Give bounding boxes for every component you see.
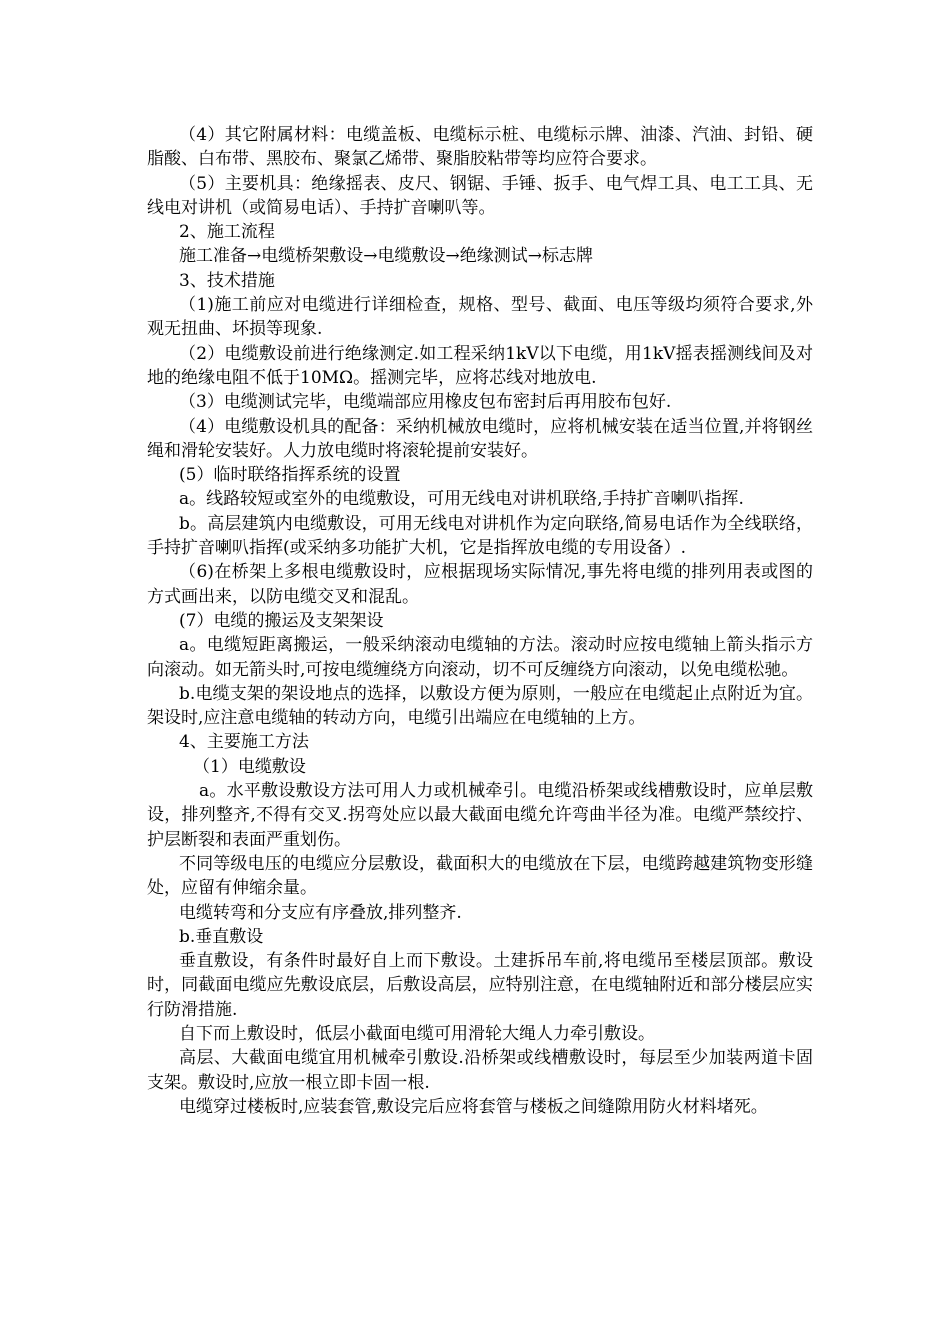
paragraph: b.电缆支架的架设地点的选择，以敷设方便为原则，一般应在电缆起止点附近为宜。架设时,应注意电缆轴的转动方向，电缆引出端应在电缆轴的上方。 [147, 683, 813, 729]
paragraph: 电缆穿过楼板时,应装套管,敷设完后应将套管与楼板之间缝隙用防火材料堵死。 [179, 1096, 768, 1117]
paragraph: a。水平敷设敷设方法可用人力或机械牵引。电缆沿桥架或线槽敷设时，应单层敷设，排列整齐,不得有交叉.拐弯处应以最大截面电缆允许弯曲半径为准。电缆严禁绞拧、护层断裂和表面严重划伤。 [147, 781, 813, 850]
paragraph: （2）电缆敷设前进行绝缘测定.如工程采纳1kV以下电缆，用1kV摇表摇测线间及对地的绝缘电阻不低于10MΩ。摇测完毕，应将芯线对地放电. [147, 343, 813, 388]
paragraph: 自下而上敷设时，低层小截面电缆可用滑轮大绳人力牵引敷设。 [179, 1023, 655, 1044]
document-body [147, 123, 813, 1119]
paragraph: （3）电缆测试完毕，电缆端部应用橡皮包布密封后再用胶布包好. [179, 392, 672, 413]
paragraph: 不同等级电压的电缆应分层敷设，截面积大的电缆放在下层，电缆跨越建筑物变形缝处，应留有伸缩余量。 [147, 853, 813, 899]
paragraph: (7）电缆的搬运及支架架设 [179, 610, 384, 631]
paragraph: （4）其它附属材料：电缆盖板、电缆标示桩、电缆标示牌、油漆、汽油、封铅、硬脂酸、白布带、黑胶布、聚氯乙烯带、聚脂胶粘带等均应符合要求。 [147, 125, 813, 170]
paragraph: 高层、大截面电缆宜用机械牵引敷设.沿桥架或线槽敷设时，每层至少加装两道卡固支架。敷设时,应放一根立即卡固一根. [147, 1048, 813, 1093]
paragraph: 2、施工流程 [179, 222, 275, 243]
paragraph: 施工准备→电缆桥架敷设→电缆敷设→绝缘测试→标志牌 [179, 246, 593, 267]
paragraph: 4、主要施工方法 [179, 732, 309, 753]
paragraph: （5）主要机具：绝缘摇表、皮尺、钢锯、手锤、扳手、电气焊工具、电工工具、无线电对讲机（或简易电话）、手持扩音喇叭等。 [147, 173, 813, 218]
paragraph: 垂直敷设，有条件时最好自上而下敷设。土建拆吊车前,将电缆吊至楼层顶部。敷设时，同截面电缆应先敷设底层，后敷设高层，应特别注意，在电缆轴附近和部分楼层应实行防滑措施. [147, 951, 813, 1020]
paragraph: b。高层建筑内电缆敷设，可用无线电对讲机作为定向联络,简易电话作为全线联络，手持扩音喇叭指挥(或采纳多功能扩大机，它是指挥放电缆的专用设备）. [147, 513, 813, 559]
paragraph: a。线路较短或室外的电缆敷设，可用无线电对讲机联络,手持扩音喇叭指挥. [179, 489, 744, 510]
paragraph: （1）电缆敷设 [193, 756, 306, 777]
paragraph: b.垂直敷设 [179, 926, 264, 947]
paragraph: 3、技术措施 [179, 270, 275, 291]
paragraph: （1)施工前应对电缆进行详细检查，规格、型号、截面、电压等级均须符合要求,外观无扭曲、坏损等现象. [147, 295, 813, 340]
paragraph: 电缆转弯和分支应有序叠放,排列整齐. [179, 902, 462, 923]
paragraph: （6)在桥架上多根电缆敷设时，应根据现场实际情况,事先将电缆的排列用表或图的方式画出来，以防电缆交叉和混乱。 [147, 562, 813, 607]
paragraph: （4）电缆敷设机具的配备：采纳机械放电缆时，应将机械安装在适当位置,并将钢丝绳和滑轮安装好。人力放电缆时将滚轮提前安装好。 [147, 416, 813, 461]
paragraph: (5）临时联络指挥系统的设置 [179, 465, 401, 486]
paragraph: a。电缆短距离搬运，一般采纳滚动电缆轴的方法。滚动时应按电缆轴上箭头指示方向滚动。如无箭头时,可按电缆缠绕方向滚动，切不可反缠绕方向滚动，以免电缆松驰。 [147, 635, 813, 680]
